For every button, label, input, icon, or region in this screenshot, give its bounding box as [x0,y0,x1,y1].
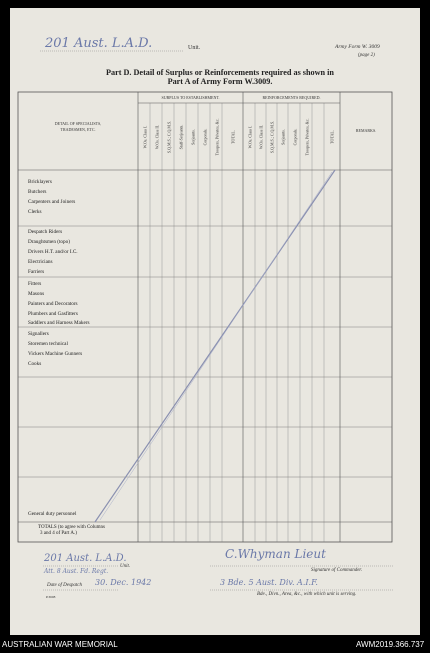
col-r-total: TOTAL. [329,130,334,144]
title-line-1: Part D. Detail of Surplus or Reinforcements required as shown in [106,68,334,77]
reinforcements-group-header: REINFORCEMENTS REQUIRED. [262,95,321,100]
row-label: Plumbers and Gasfitters [28,311,78,317]
col-troopers: Troopers, Privates, &c. [214,118,219,156]
col-wo-class-1: W.Os. Class I. [142,125,147,149]
row-label: Vickers Machine Gunners [28,351,83,357]
signature-label: Signature of Commander. [311,568,363,573]
pencil-strike-line [95,170,335,522]
unit-label-bottom: Unit. [120,564,131,569]
archive-id: AWM2019.366.737 [356,640,425,649]
row-label: Despatch Riders [28,229,63,235]
row-label: Fitters [28,281,42,287]
despatch-date-label: Date of Despatch [47,583,82,588]
col-r-corporals: Corporals. [292,128,297,146]
col-corporals: Corporals. [202,128,207,146]
row-label: Clerks [28,209,42,215]
form-title [70,68,370,87]
col-r-wo-class-2: W.Os. Class II. [258,124,263,150]
col-wo-class-2: W.Os. Class II. [154,124,159,150]
title-line-2: Part A of Army Form W.3009. [167,77,273,87]
page-number: (page 2) [358,53,375,58]
row-label: Farriers [28,269,45,275]
row-label: Saddlers and Harness Makers [28,320,90,326]
row-label: Storemen technical [28,341,68,347]
row-label: Painters and Decorators [28,301,78,307]
col-r-troopers: Troopers, Privates, &c. [304,118,309,156]
formation-label: Bde., Divn., Area, &c., with which unit is serving. [257,592,357,597]
remarks-header: REMARKS. [355,128,377,133]
row-label: Bricklayers [28,179,52,185]
surplus-group-header: SURPLUS TO ESTABLISHMENT. [161,95,220,100]
handwritten-address: Att. 8 Aust. Fd. Regt. [44,568,109,575]
row-label: Carpenters and Joiners [28,199,76,205]
col-serjeants: Serjeants. [190,129,195,145]
row-label: Signallers [28,331,49,337]
row-label: Masons [28,291,45,297]
archive-name: AUSTRALIAN WAR MEMORIAL [2,640,118,649]
col-total: TOTAL. [230,130,235,144]
archive-footer [0,636,430,653]
form-number: Army Form W. 3009 [335,44,380,50]
unit-label: Unit. [188,45,201,51]
handwritten-formation: 3 Bde. 5 Aust. Div. A.I.F. [220,578,318,587]
printer-code: P.3608 [46,595,56,599]
handwritten-date: 30. Dec. 1942 [95,578,152,587]
col-r-sqms-cqms: S.Q.M.S.; C.Q.M.S. [269,120,274,154]
row-label: Electricians [28,259,53,265]
totals-label: TOTALS (to agree with Columns 3 and 4 of Part A.) [38,525,105,536]
row-label: Cooks [28,361,42,367]
handwritten-unit-bottom: 201 Aust. L.A.D. [44,553,127,564]
row-label: General duty personnel [28,511,77,517]
col-r-blank [314,104,323,170]
row-label: Drivers H.T. and/or I.C. [28,249,78,255]
specialists-column-header: DETAIL OF SPECIALISTS, TRADESMEN, ETC. [54,121,102,132]
col-r-wo-class-1: W.Os. Class I. [247,125,252,149]
handwritten-unit: 201 Aust. L.A.D. [45,36,153,51]
row-label: Draughtsmen (topo) [28,239,70,245]
col-staff-serjeants: Staff-Serjeants. [178,124,183,150]
handwritten-signature: C.Whyman Lieut [225,547,326,561]
row-label: Butchers [28,189,47,195]
col-r-serjeants: Serjeants. [280,129,285,145]
col-sqms-cqms: S.Q.M.S.; C.Q.M.S. [166,120,171,154]
